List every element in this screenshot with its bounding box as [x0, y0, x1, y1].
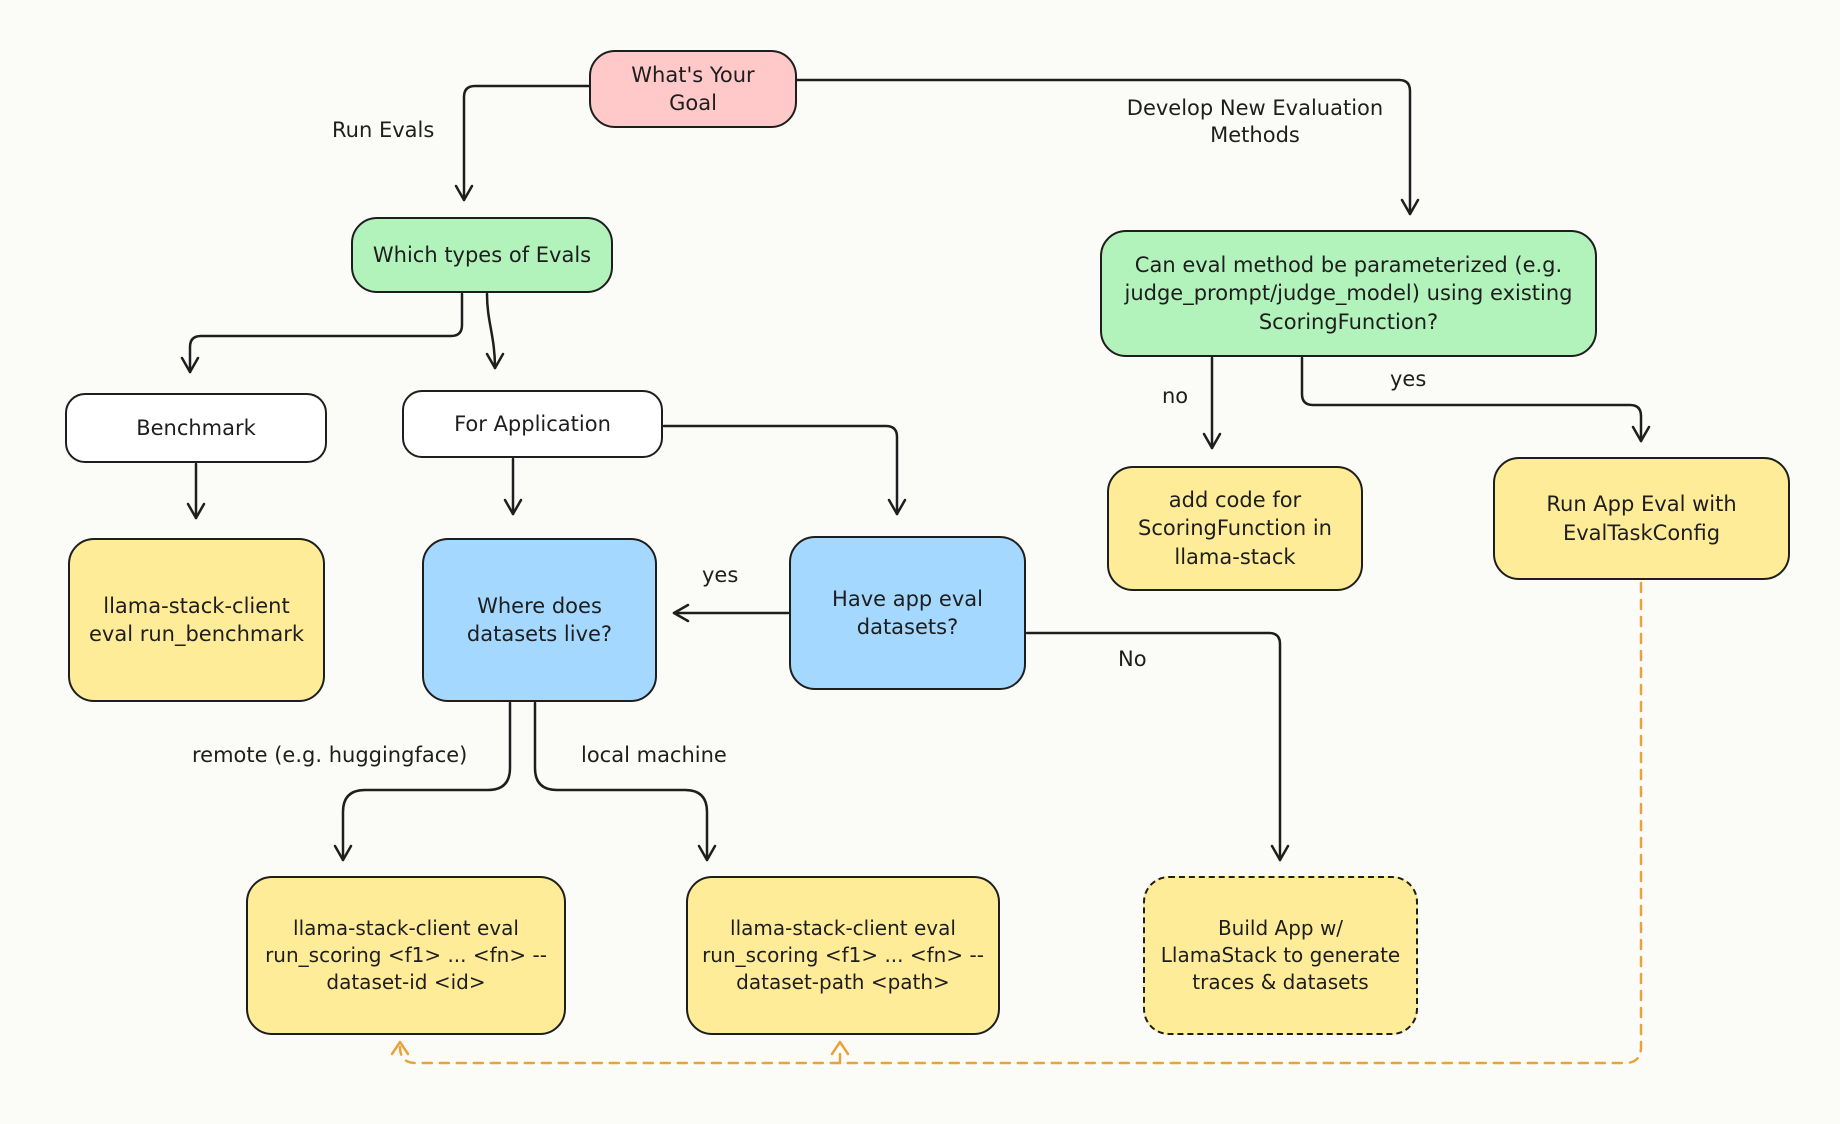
- edge-label-develop-new-evaluation-methods: Develop New Evaluation Methods: [1126, 96, 1384, 148]
- node-build-app-llamastack: Build App w/ LlamaStack to generate traces & datasets: [1143, 876, 1418, 1035]
- node-run-benchmark-command: llama-stack-client eval run_benchmark: [68, 538, 325, 702]
- edge-label-no-param: no: [1162, 384, 1189, 408]
- node-have-app-eval-datasets: Have app eval datasets?: [789, 536, 1026, 690]
- arrowhead-feedback-run-scoring-path: [832, 1042, 848, 1054]
- node-run-scoring-dataset-path-command: llama-stack-client eval run_scoring <f1> ... <fn> --dataset-path <path>: [686, 876, 1000, 1035]
- node-which-types-of-evals: Which types of Evals: [351, 217, 613, 293]
- edge-have-datasets-to-build-app-no: [1027, 633, 1280, 860]
- edge-label-no-have-datasets: No: [1118, 647, 1147, 671]
- edge-where-datasets-to-run-scoring-path-local: [535, 703, 707, 860]
- node-run-app-eval-evaltaskconfig: Run App Eval with EvalTaskConfig: [1493, 457, 1790, 580]
- node-for-application: For Application: [402, 390, 663, 458]
- edge-param-question-to-run-app-eval-yes: [1302, 358, 1641, 441]
- node-whats-your-goal: What's Your Goal: [589, 50, 797, 128]
- edge-label-yes-param: yes: [1390, 367, 1427, 391]
- node-run-scoring-dataset-id-command: llama-stack-client eval run_scoring <f1> ... <fn> --dataset-id <id>: [246, 876, 566, 1035]
- edge-label-local-machine: local machine: [581, 743, 727, 767]
- node-benchmark: Benchmark: [65, 393, 327, 463]
- edge-for-application-to-have-datasets: [664, 426, 897, 514]
- edge-label-remote-huggingface: remote (e.g. huggingface): [192, 743, 468, 767]
- edge-label-yes-have-datasets: yes: [702, 563, 739, 587]
- edge-which-types-to-benchmark: [190, 294, 462, 372]
- edge-label-run-evals: Run Evals: [332, 118, 435, 142]
- edge-goal-to-which-types: [464, 86, 589, 200]
- node-param-question: Can eval method be parameterized (e.g. judge_prompt/judge_model) using existing ScoringFunction?: [1100, 230, 1597, 357]
- edge-which-types-to-for-application: [487, 294, 495, 368]
- node-where-does-datasets-live: Where does datasets live?: [422, 538, 657, 702]
- edge-where-datasets-to-run-scoring-id-remote: [343, 703, 510, 860]
- node-add-code-scoring-function: add code for ScoringFunction in llama-stack: [1107, 466, 1363, 591]
